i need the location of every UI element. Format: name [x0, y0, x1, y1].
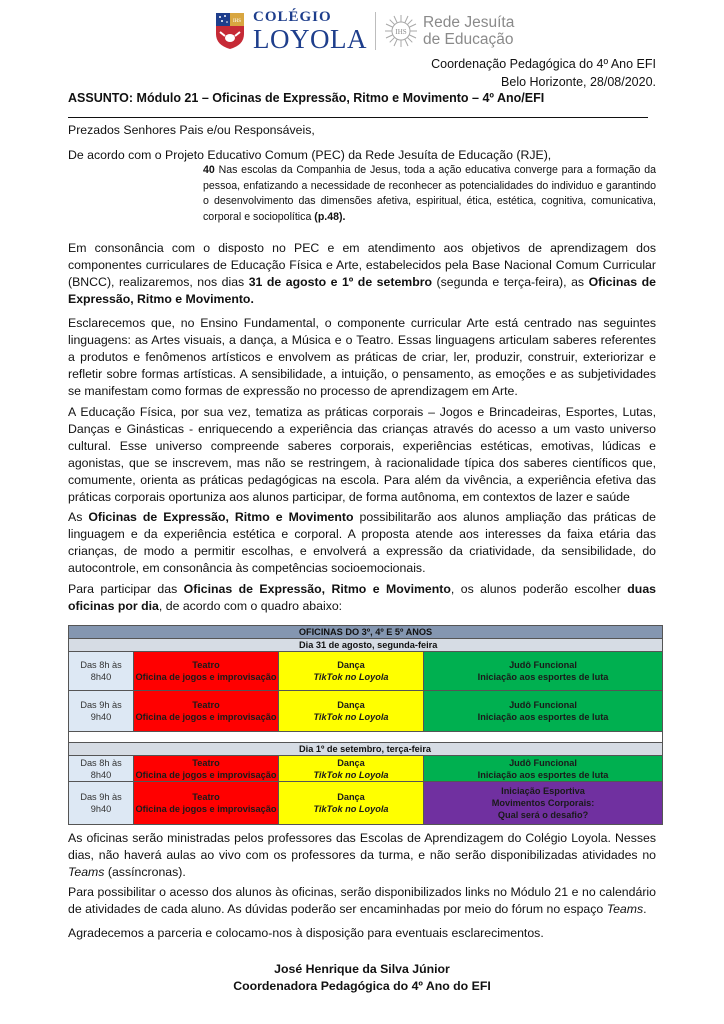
- paragraph-educacao-fisica: A Educação Física, por sua vez, tematiza as práticas corporais – Jogos e Brincadeiras, Esportes, Lutas, Danças e Ginásticas - enriquecendo a experiência das crianças através do acesso a um vasto universo cultural. Esse universo compreende saberes corporais, experiências estéticas, emotivas, lúdicas e agonistas, que se inscrevem, mas não se restringem, à racionalidade típica dos saberes científicos que, comumente, orienta as práticas pedagógicas na escola. Para além da vivência, a experiência efetiva das práticas corporais oportuniza aos alunos participar, de forma autônoma, em contextos de lazer e saúde: [68, 405, 656, 504]
- table-title: OFICINAS DO 3º, 4º E 5º ANOS: [69, 626, 663, 639]
- danca-cell: Dança TikTok no Loyola: [279, 691, 424, 732]
- header-right-block: [431, 55, 656, 91]
- intro-paragraph: De acordo com o Projeto Educativo Comum (PEC) da Rede Jesuíta de Educação (RJE),: [68, 148, 552, 162]
- table-row: [69, 782, 663, 825]
- paragraph-ministradas: [68, 830, 656, 881]
- table-row: [69, 691, 663, 732]
- quote-reference: (p.48).: [314, 210, 346, 223]
- logo-loyola-text: LOYOLA: [253, 23, 367, 54]
- p4-text-c: possibilitarão aos alunos ampliação das práticas de linguagem e da experiência estética e corporal. A proposta atende aos interesses da faixa etária das crianças, de modo a permitir escolhas, e envolverá a expressão da criatividade, da sensibilidade, do autocontrole, em consonância às competências socioemocionais.: [68, 510, 656, 575]
- judo-cell: Judô Funcional Iniciação aos esportes de luta: [424, 691, 663, 732]
- rede-line1: Rede Jesuíta: [422, 14, 515, 31]
- paragraph-acesso: [68, 884, 656, 918]
- ihs-seal-icon: [384, 14, 418, 48]
- coordination-line: Coordenação Pedagógica do 4º Ano EFI: [431, 57, 656, 71]
- table-row: [69, 756, 663, 782]
- place-date-line: Belo Horizonte, 28/08/2020.: [501, 75, 656, 89]
- table-row: [69, 652, 663, 691]
- svg-text:IHS: IHS: [232, 19, 242, 24]
- table-day1-header: Dia 31 de agosto, segunda-feira: [69, 639, 663, 652]
- p5-text-e: , de acordo com o quadro abaixo:: [158, 599, 343, 613]
- paragraph-participar: [68, 581, 656, 615]
- p4-text-a: As: [68, 510, 89, 524]
- paragraph-arte: Esclarecemos que, no Ensino Fundamental, o componente curricular Arte está centrado nas seguintes linguagens: as Artes visuais, a dança, a Música e o Teatro. Essas linguagens articulam saberes referentes a produtos e fenômenos artísticos e envolvem as práticas de criar, ler, produzir, construir, exteriorizar e refletir sobre formas artísticas. A sensibilidade, a intuição, o pensamento, as emoções e as subjetividades se manifestam como formas de expressão no processo de aprendizagem em Arte.: [68, 316, 656, 398]
- logo-colegio-text: COLÉGIO: [253, 8, 332, 25]
- rede-jesuita-wordmark: [423, 14, 514, 48]
- subject-label: ASSUNTO:: [68, 91, 134, 105]
- time-cell: Das 9h às 9h40: [69, 782, 134, 825]
- teatro-cell: Teatro Oficina de jogos e improvisação: [134, 691, 279, 732]
- p4-oficinas: Oficinas de Expressão, Ritmo e Movimento: [88, 510, 354, 524]
- p1-text-c: (segunda e terça-feira), as: [432, 275, 589, 289]
- time-cell: Das 9h às 9h40: [69, 691, 134, 732]
- schedule-table: [68, 625, 663, 825]
- quote-text: Nas escolas da Companhia de Jesus, toda a ação educativa converge para a formação da pessoa, enfatizando a necessidade de reconhecer as potencialidades do individuo e garantindo o desenvolvimento das dimensões afetiva, espiritual, ética, estética, cognitiva, comunicativa, corporal e sociopolítica: [203, 164, 656, 223]
- colegio-loyola-shield-icon: [215, 12, 245, 50]
- paragraph-consonancia: [68, 240, 656, 308]
- p5-text-c: , os alunos poderão escolher: [450, 582, 628, 596]
- colegio-loyola-wordmark: [253, 10, 367, 53]
- p1-text-a: Em consonância com o disposto no PEC e em atendimento aos objetivos de aprendizagem dos componentes curriculares de Educação Física e Arte, estabelecidos pela Base Nacional Comum Curricular (BNCC), realizaremos, nos dias: [68, 241, 656, 289]
- p5-duas-oficinas: duas oficinas por dia: [68, 582, 656, 613]
- p6-text-a: As oficinas serão ministradas pelos professores das Escolas de Aprendizagem do Colégio Loyola. Nesses dias, não haverá aulas ao vivo com os professores da turma, e não serão disponibilizadas atividades no: [68, 831, 656, 862]
- quote-number: 40: [203, 164, 215, 176]
- signature-block: [0, 961, 724, 995]
- table-spacer-row: [69, 732, 663, 743]
- table-day2-header: Dia 1º de setembro, terça-feira: [69, 743, 663, 756]
- p6-teams: Teams: [68, 865, 105, 879]
- rede-line2: de Educação: [422, 31, 514, 48]
- teatro-cell: Teatro Oficina de jogos e improvisação: [134, 756, 279, 782]
- horizontal-rule: [68, 117, 648, 118]
- greeting: Prezados Senhores Pais e/ou Responsáveis,: [68, 123, 315, 137]
- p7-text-a: Para possibilitar o acesso dos alunos às oficinas, serão disponibilizados links no Módulo 21 e no calendário de atividades de cada aluno. As dúvidas poderão ser encaminhadas por meio do fórum no espaço: [68, 885, 656, 916]
- p5-oficinas: Oficinas de Expressão, Ritmo e Movimento: [183, 582, 451, 596]
- p7-teams: Teams: [606, 902, 644, 916]
- header-logos: [215, 8, 514, 54]
- p1-dates: 31 de agosto e 1º de setembro: [248, 275, 433, 289]
- iniciacao-esportiva-cell: Iniciação Esportiva Movimentos Corporais: Qual será o desafio?: [424, 782, 663, 825]
- judo-cell: Judô Funcional Iniciação aos esportes de luta: [424, 652, 663, 691]
- p7-text-c: .: [643, 902, 647, 916]
- svg-text:IHS: IHS: [395, 28, 407, 36]
- teatro-cell: Teatro Oficina de jogos e improvisação: [134, 652, 279, 691]
- subject-line: [68, 91, 544, 105]
- danca-cell: Dança TikTok no Loyola: [279, 782, 424, 825]
- paragraph-agradecimento: Agradecemos a parceria e colocamo-nos à disposição para eventuais esclarecimentos.: [68, 926, 544, 940]
- teatro-cell: Teatro Oficina de jogos e improvisação: [134, 782, 279, 825]
- time-cell: Das 8h às 8h40: [69, 652, 134, 691]
- judo-cell: Judô Funcional Iniciação aos esportes de luta: [424, 756, 663, 782]
- signature-name: José Henrique da Silva Júnior: [274, 962, 450, 976]
- pec-quote: [203, 163, 656, 225]
- danca-cell: Dança TikTok no Loyola: [279, 652, 424, 691]
- p6-text-c: (assíncronas).: [104, 865, 186, 879]
- danca-cell: Dança TikTok no Loyola: [279, 756, 424, 782]
- logo-divider: [375, 12, 376, 50]
- paragraph-oficinas: [68, 509, 656, 577]
- p1-oficinas: Oficinas de Expressão, Ritmo e Movimento.: [68, 275, 656, 306]
- time-cell: Das 8h às 8h40: [69, 756, 134, 782]
- p5-text-a: Para participar das: [68, 582, 184, 596]
- signature-role: Coordenadora Pedagógica do 4º Ano do EFI: [233, 979, 491, 993]
- subject-text: Módulo 21 – Oficinas de Expressão, Ritmo e Movimento – 4º Ano/EFI: [133, 91, 545, 105]
